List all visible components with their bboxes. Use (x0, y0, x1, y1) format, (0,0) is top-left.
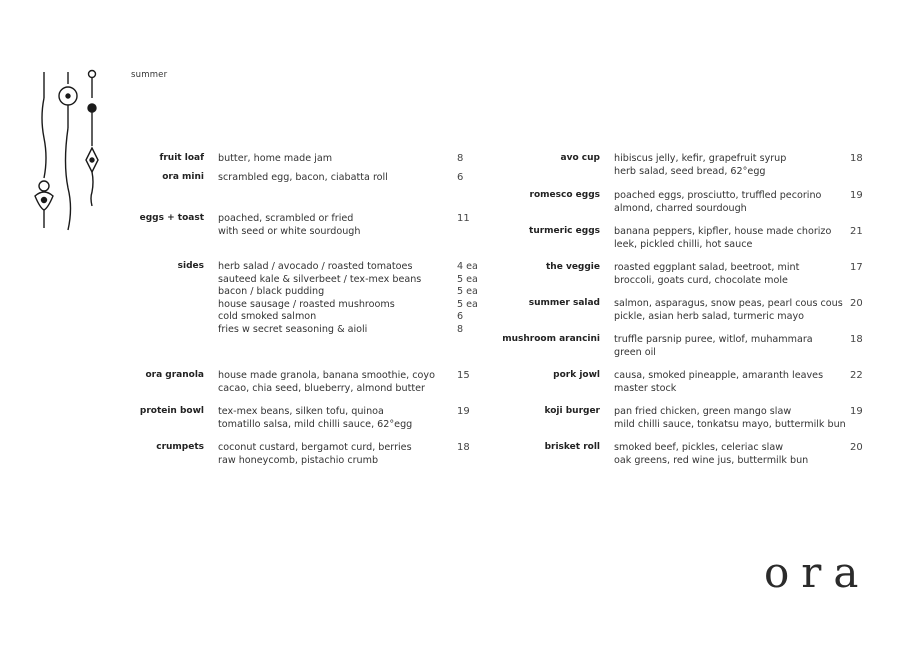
side-price: 5 ea (457, 286, 478, 298)
item-description: scrambled egg, bacon, ciabatta roll (218, 172, 388, 183)
item-name: protein bowl (139, 406, 204, 416)
item-name: summer salad (528, 298, 600, 308)
item-description: with seed or white sourdough (218, 225, 361, 237)
item-description: oak greens, red wine jus, buttermilk bun (614, 454, 809, 466)
side-price: 5 ea (457, 273, 478, 285)
item-name: pork jowl (553, 370, 600, 380)
item-description: pan fried chicken, green mango slaw (614, 406, 792, 417)
season-label: summer (131, 70, 168, 80)
item-description: house made granola, banana smoothie, coyo (218, 370, 435, 381)
item-description: truffle parsnip puree, witlof, muhammara (614, 334, 813, 345)
item-price: 22 (850, 370, 863, 381)
item-price: 17 (850, 262, 863, 273)
item-description: leek, pickled chilli, hot sauce (614, 238, 753, 250)
item-description: herb salad, seed bread, 62°egg (614, 165, 766, 177)
item-description: smoked beef, pickles, celeriac slaw (614, 442, 784, 453)
side-price: 5 ea (457, 298, 478, 310)
item-name: brisket roll (544, 442, 600, 452)
side-item: sauteed kale & silverbeet / tex-mex beans (218, 273, 422, 285)
item-name: ora granola (145, 370, 204, 380)
item-name: eggs + toast (139, 213, 204, 223)
item-description: raw honeycomb, pistachio crumb (218, 454, 379, 466)
side-item: bacon / black pudding (218, 286, 325, 298)
side-item: house sausage / roasted mushrooms (218, 298, 395, 310)
item-price: 18 (457, 442, 470, 453)
item-description: almond, charred sourdough (614, 202, 747, 214)
item-description: poached eggs, prosciutto, truffled pecorino (614, 190, 822, 201)
item-description: pickle, asian herb salad, turmeric mayo (614, 310, 805, 322)
item-price: 20 (850, 298, 863, 309)
item-price: 6 (457, 172, 464, 183)
item-price: 19 (457, 406, 470, 417)
item-price: 19 (850, 406, 863, 417)
item-description: roasted eggplant salad, beetroot, mint (614, 262, 800, 273)
item-name: romesco eggs (529, 190, 600, 200)
brand-logo: ora (764, 548, 871, 597)
item-name: avo cup (560, 153, 600, 163)
item-description: hibiscus jelly, kefir, grapefruit syrup (614, 153, 787, 164)
item-description: tomatillo salsa, mild chilli sauce, 62°egg (218, 418, 413, 430)
item-description: master stock (614, 382, 677, 394)
item-price: 19 (850, 190, 863, 201)
item-description: green oil (614, 346, 656, 358)
item-price: 15 (457, 370, 470, 381)
item-name: fruit loaf (159, 153, 204, 163)
item-name: crumpets (156, 442, 204, 452)
item-name: ora mini (162, 172, 204, 182)
side-price: 6 (457, 311, 464, 323)
item-description: tex-mex beans, silken tofu, quinoa (218, 406, 384, 417)
item-name: turmeric eggs (529, 226, 600, 236)
item-price: 20 (850, 442, 863, 453)
item-price: 18 (850, 153, 863, 164)
item-name: the veggie (546, 262, 600, 272)
item-description: butter, home made jam (218, 153, 333, 164)
side-item: herb salad / avocado / roasted tomatoes (218, 261, 413, 272)
item-description: salmon, asparagus, snow peas, pearl cous cous (614, 298, 843, 309)
clock-hands-ornament-icon (30, 68, 110, 238)
side-item: cold smoked salmon (218, 311, 317, 323)
item-description: coconut custard, bergamot curd, berries (218, 442, 412, 453)
item-description: cacao, chia seed, blueberry, almond butter (218, 382, 425, 394)
item-name: sides (177, 261, 204, 271)
item-price: 18 (850, 334, 863, 345)
item-price: 11 (457, 213, 470, 224)
side-item: fries w secret seasoning & aioli (218, 323, 368, 335)
item-description: causa, smoked pineapple, amaranth leaves (614, 370, 824, 381)
item-description: poached, scrambled or fried (218, 213, 354, 224)
item-price: 21 (850, 226, 863, 237)
item-description: banana peppers, kipfler, house made chorizo (614, 226, 832, 237)
side-price: 8 (457, 323, 464, 335)
item-price: 8 (457, 153, 464, 164)
item-description: mild chilli sauce, tonkatsu mayo, buttermilk bun (614, 418, 846, 430)
item-name: koji burger (544, 406, 600, 416)
side-price: 4 ea (457, 261, 478, 272)
item-description: broccoli, goats curd, chocolate mole (614, 274, 788, 286)
item-name: mushroom arancini (502, 334, 600, 344)
